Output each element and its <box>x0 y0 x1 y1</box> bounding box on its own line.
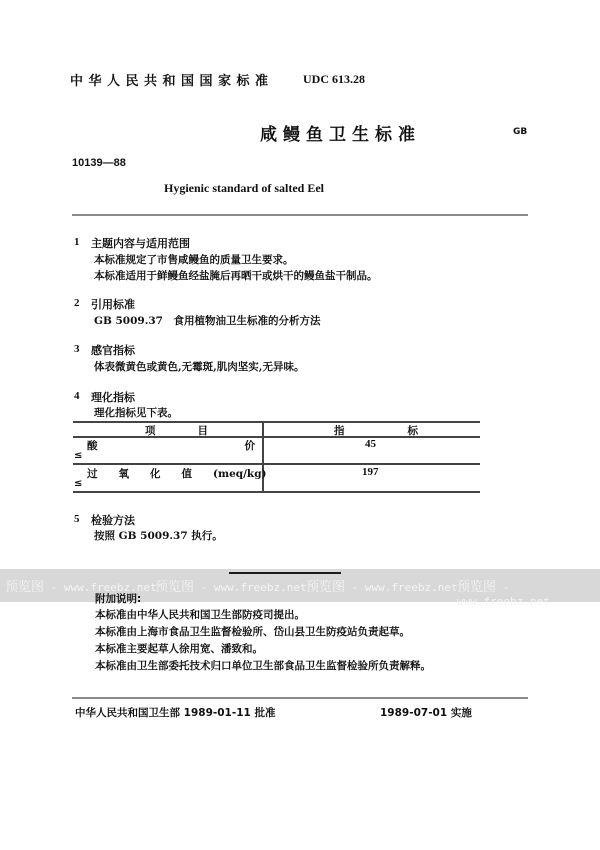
section-number: 1 <box>74 236 80 248</box>
section-number: 2 <box>74 297 80 309</box>
notes-heading: 附加说明: <box>95 593 142 605</box>
section-line: 本标准规定了市售咸鳗鱼的质量卫生要求。 <box>94 254 294 266</box>
section-line: 本标准适用于鲜鳗鱼经盐腌后再晒干或烘干的鳗鱼盐干制品。 <box>94 270 378 282</box>
section-line: 体表微黄色或黄色,无霉斑,肌肉坚实,无异味。 <box>94 361 305 373</box>
watermark-text: 预览图 - www.freebz.net <box>306 580 458 595</box>
section-heading: 检验方法 <box>91 514 135 527</box>
notes-divider <box>229 572 341 574</box>
footer-divider <box>72 697 528 699</box>
english-title: Hygienic standard of salted Eel <box>164 181 325 195</box>
table-cell-item: 酸 价 <box>87 440 255 452</box>
issuing-organization: 中华人民共和国国家标准 <box>70 74 274 89</box>
table-rule <box>73 463 480 465</box>
section-heading: 主题内容与适用范围 <box>91 237 190 250</box>
watermark-text: 预览图 - www.freebz.net <box>457 580 550 608</box>
section-line: 理化指标见下表。 <box>94 407 178 419</box>
section-heading: 引用标准 <box>91 298 135 311</box>
header-divider <box>72 214 528 216</box>
watermark-text: 预览图 - www.freebz.net <box>155 580 307 595</box>
section-number: 5 <box>74 513 80 525</box>
section-line: 按照 GB 5009.37 执行。 <box>94 530 223 542</box>
table-header-value: 指 标 <box>334 425 418 437</box>
implementation-date: 1989-07-01 实施 <box>380 707 472 719</box>
notes-line: 本标准由卫生部委托技术归口单位卫生部食品卫生监督检验所负责解释。 <box>95 660 431 672</box>
section-number: 3 <box>74 343 80 355</box>
udc-code: UDC 613.28 <box>303 72 365 86</box>
table-rule <box>73 491 480 493</box>
document-title: 咸鳗鱼卫生标准 <box>260 125 421 145</box>
table-column-divider <box>262 421 264 492</box>
table-cell-value: 45 <box>365 438 376 450</box>
approval-info: 中华人民共和国卫生部 1989-01-11 批准 <box>75 707 276 719</box>
table-cell-value: 197 <box>362 466 379 478</box>
watermark-text: 预览图 - www.freebz.net <box>5 580 157 595</box>
gb-mark: GB <box>513 127 528 137</box>
table-cell-symbol: ≤ <box>74 478 83 489</box>
notes-line: 本标准由中华人民共和国卫生部防疫司提出。 <box>95 609 305 621</box>
table-rule <box>73 421 480 423</box>
section-line: GB 5009.37 食用植物油卫生标准的分析方法 <box>94 315 321 327</box>
table-cell-symbol: ≤ <box>74 450 83 461</box>
standard-number: 10139—88 <box>72 157 126 169</box>
table-cell-item: 过 氧 化 值 (meq/kg) <box>87 468 267 480</box>
section-heading: 感官指标 <box>91 344 135 357</box>
notes-line: 本标准主要起草人徐用宽、潘致和。 <box>95 643 263 655</box>
section-heading: 理化指标 <box>91 391 135 404</box>
section-number: 4 <box>74 390 80 402</box>
notes-line: 本标准由上海市食品卫生监督检验所、岱山县卫生防疫站负责起草。 <box>95 626 410 638</box>
table-header-item: 项 目 <box>145 425 208 437</box>
